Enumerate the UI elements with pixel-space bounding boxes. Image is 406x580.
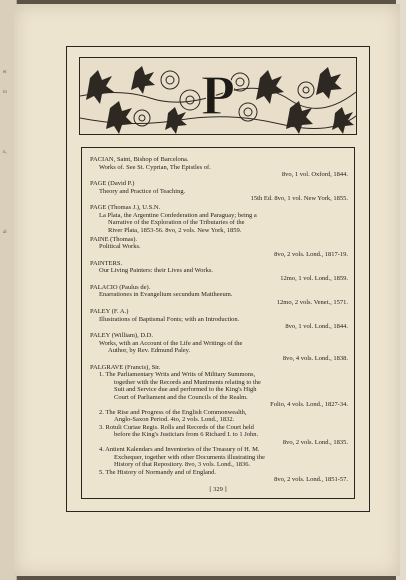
initial-letter-p: P bbox=[200, 65, 236, 127]
entry-line: 8vo, 2 vols. Lond., 1817-19. bbox=[274, 250, 348, 258]
entry-line: Suit and Service due and performed to the King's High bbox=[114, 386, 257, 394]
entry-heading: PALEY (William), D.D. bbox=[90, 332, 153, 340]
entry-line: 4. Antient Kalendars and Inventories of the Treasury of H. M. bbox=[99, 446, 260, 454]
entry-line: together with the Records and Muniments relating to the bbox=[114, 378, 261, 386]
entry-line: 8vo, 1 vol. Oxford, 1844. bbox=[281, 171, 348, 178]
catalog-entry bbox=[90, 284, 348, 307]
entry-heading: PALEY (F. A.) bbox=[90, 308, 129, 316]
page-number: [ 329 ] bbox=[209, 486, 227, 493]
entry-line: Theory and Practice of Teaching. bbox=[99, 187, 186, 195]
entry-line: Exchequer, together with other Documents illustrating the bbox=[114, 453, 265, 461]
entry-line: 2. The Rise and Progress of the English Commonwealth, bbox=[99, 408, 247, 416]
catalog-entry bbox=[90, 204, 348, 234]
entry-heading: PAGE (Thomas J.), U.S.N. bbox=[90, 204, 161, 212]
entry-line: Enarrationes in Evangelium secundum Mattheeum. bbox=[99, 291, 233, 299]
entry-line: Political Works. bbox=[99, 243, 141, 251]
entry-line: 5. The History of Normandy and of England. bbox=[99, 468, 217, 476]
catalog-entry bbox=[90, 180, 348, 203]
entry-line: Works of. See St. Cyprian, The Epistles of. bbox=[99, 163, 211, 171]
entry-line: Our Living Painters: their Lives and Works. bbox=[99, 267, 213, 275]
decorative-initial-banner bbox=[79, 57, 357, 135]
entry-heading: PAINE (Thomas). bbox=[90, 235, 138, 243]
entry-line: 1. The Parliamentary Writs and Writs of Military Summons, bbox=[99, 371, 256, 379]
entry-line: La Plata, the Argentine Confederation and Paraguay; being a bbox=[99, 211, 257, 219]
entry-line: 15th Ed. 8vo, 1 vol. New York, 1855. bbox=[250, 195, 348, 203]
entry-line: River Plata, 1853-56. 8vo, 2 vols. New York, 1859. bbox=[108, 226, 242, 234]
entry-line: Narrative of the Exploration of the Tributaries of the bbox=[108, 219, 245, 227]
catalog-entry bbox=[90, 260, 348, 283]
page-frame bbox=[66, 46, 370, 512]
entry-line: 8vo, 2 vols. Lond., 1851-57. bbox=[274, 476, 348, 484]
entry-line: 8vo, 4 vols. Lond., 1838. bbox=[282, 354, 348, 362]
entry-line: 8vo, 2 vols. Lond., 1835. bbox=[282, 438, 348, 446]
catalog-page bbox=[14, 4, 400, 576]
entry-heading: PALACIO (Paulus de). bbox=[90, 283, 151, 291]
entry-line: Illustrations of Baptismal Fonts; with an Introduction. bbox=[99, 315, 240, 323]
catalog-entry bbox=[90, 156, 348, 179]
entry-heading: PACIAN, Saint, Bishop of Barcelona. bbox=[90, 156, 189, 163]
entry-line: 3. Rotuli Curiae Regis. Rolls and Records of the Court held bbox=[99, 423, 254, 431]
entry-line: 8vo, 1 vol. Lond., 1844. bbox=[285, 323, 348, 331]
catalog-entry bbox=[90, 364, 348, 484]
catalog-entry bbox=[90, 236, 348, 259]
entry-line: History of that Repository. 8vo, 3 vols. Lond., 1836. bbox=[114, 461, 251, 469]
entry-line: Author, by Rev. Edmund Paley. bbox=[108, 347, 191, 355]
entry-list bbox=[90, 156, 348, 485]
entries-box bbox=[81, 147, 355, 499]
entry-heading: PALGRAVE (Francis), Sir. bbox=[90, 363, 161, 371]
entry-line: 12mo, 1 vol. Lond., 1859. bbox=[280, 274, 348, 282]
entry-line: Folio, 4 vols. Lond., 1827-34. bbox=[270, 401, 348, 409]
entry-line: Works, with an Account of the Life and Writings of the bbox=[99, 339, 243, 347]
previous-page-edge: et in n, al bbox=[0, 0, 17, 580]
entry-line: Anglo-Saxon Period. 4to, 2 vols. Lond., 1832. bbox=[114, 416, 235, 424]
entry-line: before the King's Justiciars from 6 Richard I. to 1 John. bbox=[114, 431, 259, 439]
ivy-leaf-ornament bbox=[80, 58, 356, 134]
entry-heading: PAGE (David P.) bbox=[90, 180, 135, 188]
entry-heading: PAINTERS. bbox=[90, 259, 123, 267]
catalog-entry bbox=[90, 332, 348, 362]
entry-line: 12mo, 2 vols. Venet., 1571. bbox=[276, 298, 348, 306]
entry-line: Court of Parliament and the Councils of the Realm. bbox=[114, 393, 248, 401]
catalog-entry bbox=[90, 308, 348, 331]
